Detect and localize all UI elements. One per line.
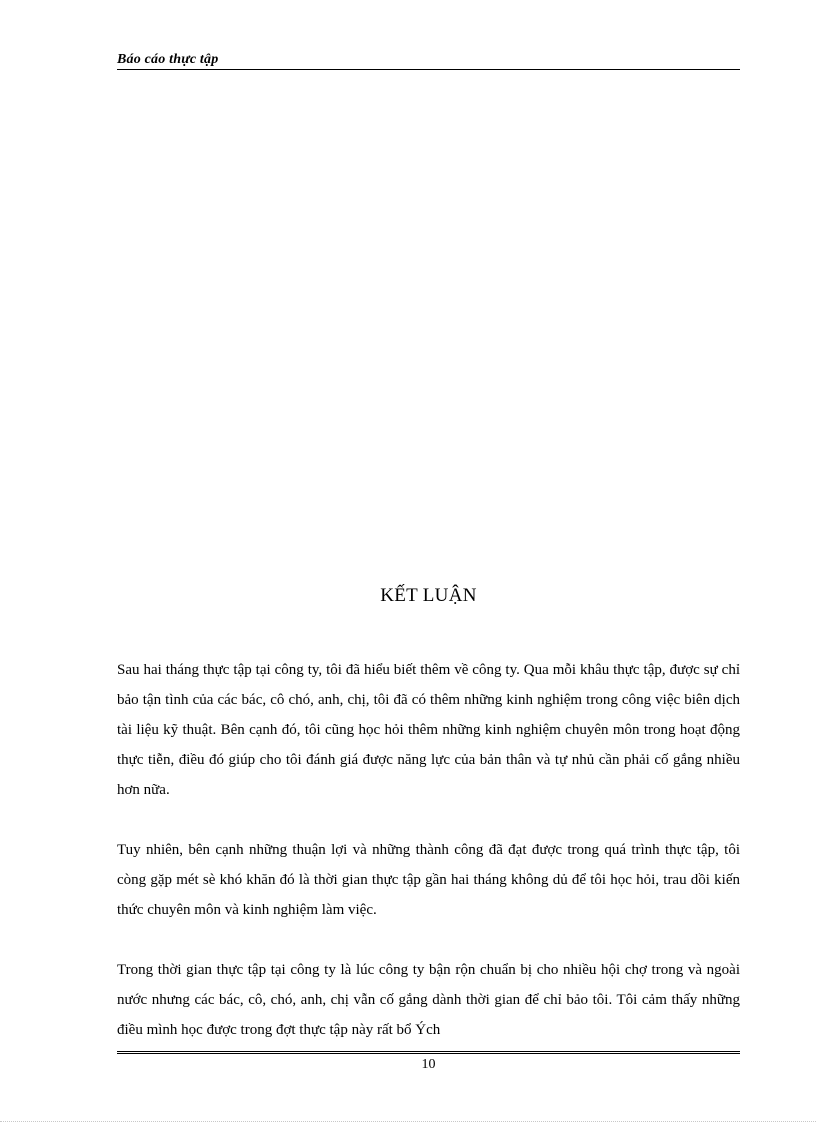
page-header xyxy=(117,50,740,70)
paragraph-3: Trong thời gian thực tập tại công ty là lúc công ty bận rộn chuẩn bị cho nhiều hội chợ trong và ngoài nước nhưng các bác, cô, chó, anh, chị vẫn cố gắng dành thời gian để chỉ bảo tôi. Tôi cảm thấy những điều mình học được trong đợt thực tập này rất bổ Ých xyxy=(117,962,740,1038)
body-text xyxy=(117,655,740,1045)
footer-divider xyxy=(117,1051,740,1054)
header-title: Báo cáo thực tập xyxy=(117,52,219,67)
paragraph-2: Tuy nhiên, bên cạnh những thuận lợi và những thành công đã đạt được trong quá trình thực tập, tôi còng gặp mét sè khó khăn đó là thời gian thực tập gần hai tháng không dủ để tôi học hỏi, trau dồi kiến thức chuyên môn và kinh nghiệm làm việc. xyxy=(117,842,740,918)
page-number: 10 xyxy=(421,1057,436,1072)
section-title: KẾT LUẬN xyxy=(380,585,477,606)
page-edge-divider xyxy=(0,1121,816,1122)
paragraph-1: Sau hai tháng thực tập tại công ty, tôi đã hiểu biết thêm về công ty. Qua mỗi khâu thực tập, được sự chỉ bảo tận tình của các bác, cô chó, anh, chị, tôi đã có thêm những kinh nghiệm trong công việc biên dịch tài liệu kỹ thuật. Bên cạnh đó, tôi cũng học hỏi thêm những kinh nghiệm chuyên môn trong hoạt động thực tiễn, điều đó giúp cho tôi đánh giá được năng lực của bản thân và tự nhủ cần phải cố gắng nhiều hơn nữa. xyxy=(117,662,740,798)
